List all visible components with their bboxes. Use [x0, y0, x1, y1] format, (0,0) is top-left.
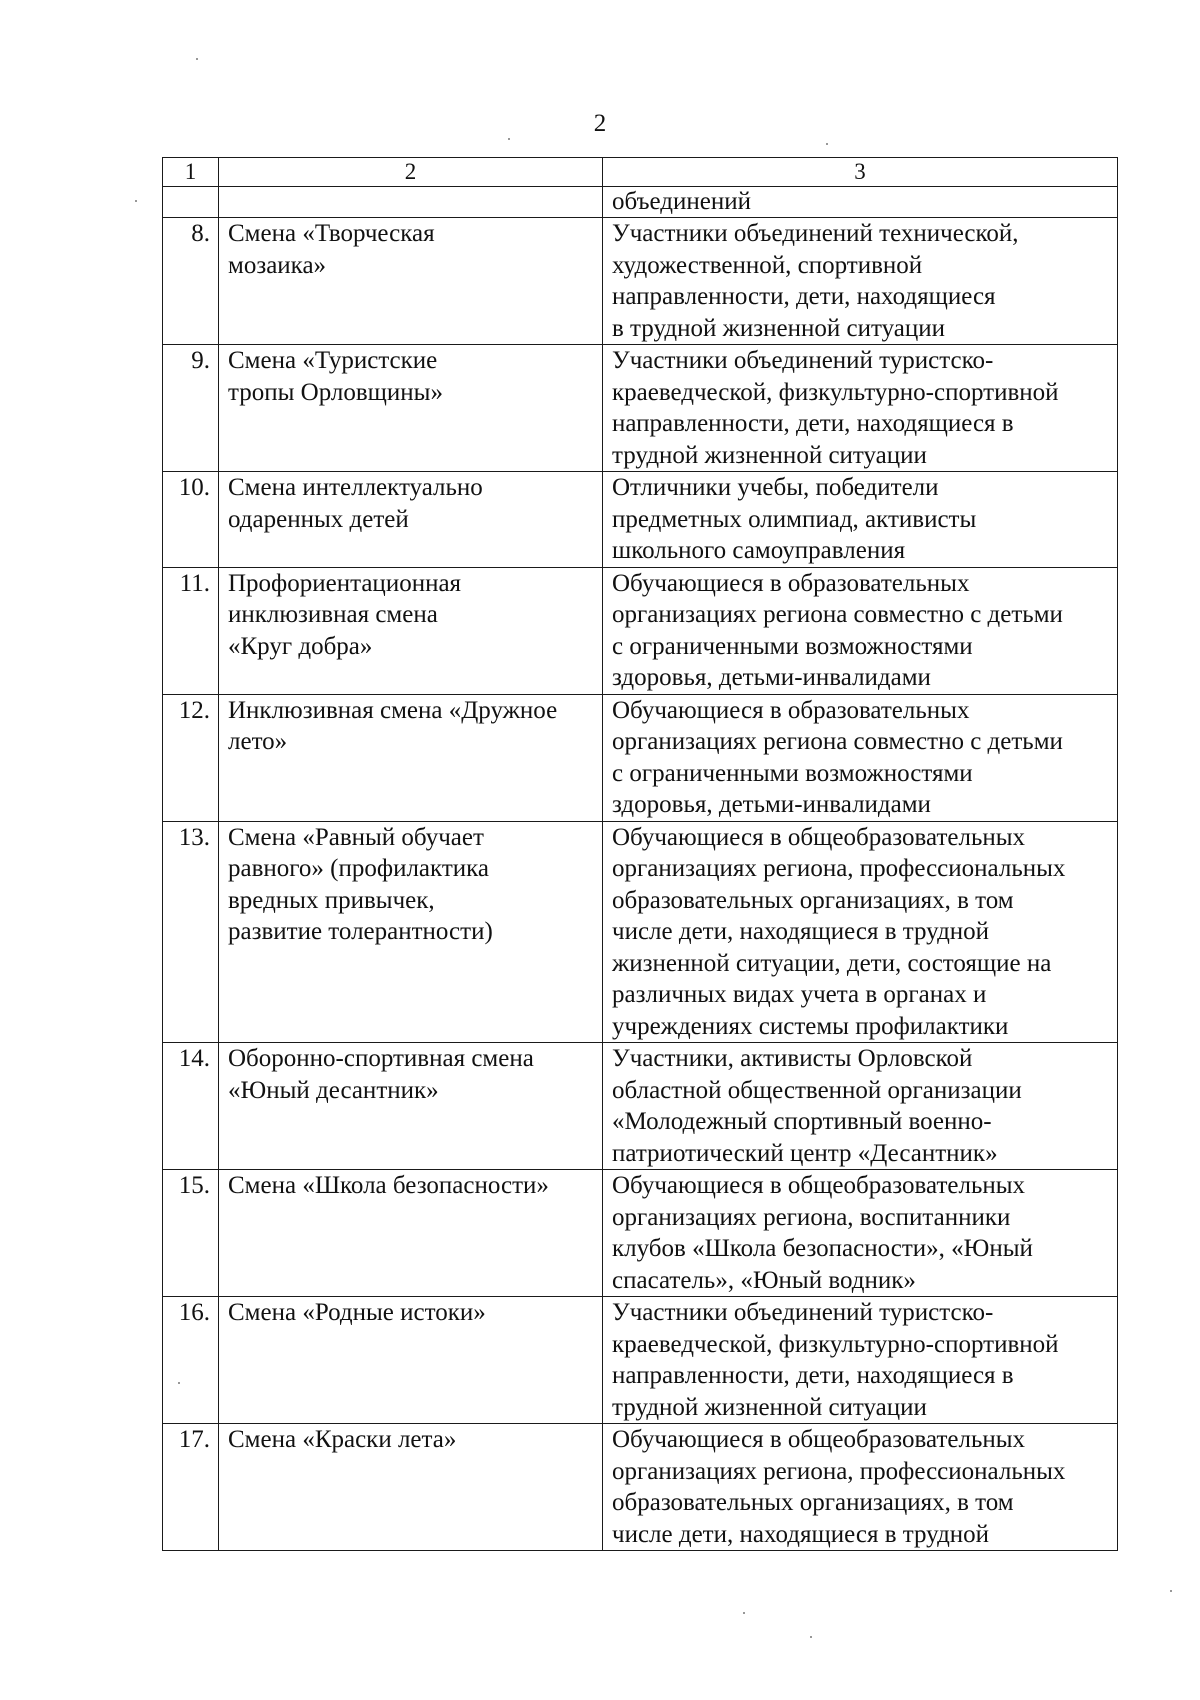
cell-text-line: с ограниченными возможностями — [612, 759, 973, 787]
row-number-cell: 8. — [163, 218, 219, 345]
cell-text-line: Обучающиеся в общеобразовательных — [612, 1172, 1026, 1199]
cell-text-line: «Круг добра» — [228, 632, 373, 660]
participants-cell — [603, 1424, 1118, 1551]
shift-name-cell — [219, 1424, 603, 1551]
cell-text-line: инклюзивная смена — [228, 601, 438, 628]
cell-text-line: «Молодежный спортивный военно- — [612, 1108, 992, 1135]
cell-text-line: предметных олимпиад, активисты — [612, 505, 977, 533]
cell-text-line: организациях региона, профессиональных — [612, 1457, 1066, 1485]
cell-text-line: Отличники учебы, победители — [612, 474, 939, 501]
cell-text-line: числе дети, находящиеся в трудной — [612, 918, 990, 945]
shift-name-cell — [219, 218, 603, 345]
cell-text-line: организациях региона совместно с детьми — [612, 728, 1063, 755]
participants-cell — [603, 345, 1118, 472]
shift-name-cell — [219, 1297, 603, 1424]
cell-text-line: Смена «Родные истоки» — [228, 1299, 486, 1326]
cell-text-line: развитие толерантности) — [228, 918, 493, 945]
participants-cell — [603, 1043, 1118, 1170]
cell-text-line: Смена интеллектуально — [228, 474, 483, 501]
cell-text-line: Смена «Краски лета» — [228, 1426, 457, 1453]
cell-text-line: организациях региона, профессиональных — [612, 855, 1066, 882]
cell-text-line: объединений — [612, 188, 752, 215]
shift-name-cell — [219, 345, 603, 472]
cell-text-line: Обучающиеся в образовательных — [612, 569, 970, 597]
page-number: 2 — [593, 110, 607, 137]
cell-text-line: Участники объединений туристско- — [612, 347, 994, 374]
table-row — [163, 218, 1118, 345]
cell-text-line: направленности, дети, находящиеся в — [612, 410, 1014, 437]
cell-text-line: «Юный десантник» — [228, 1076, 439, 1104]
cell-text-line: Участники объединений технической, — [612, 220, 1019, 247]
participants-cell — [603, 472, 1118, 568]
scan-speck — [810, 1636, 812, 1638]
shift-name-cell — [219, 694, 603, 821]
cell-text-line: школьного самоуправления — [612, 537, 906, 564]
participants-cell — [603, 218, 1118, 345]
cell-text-line: трудной жизненной ситуации — [612, 441, 927, 469]
shift-name-cell — [219, 567, 603, 694]
cell-text-line: Смена «Равный обучает — [228, 823, 484, 851]
cell-text-line: образовательных организациях, в том — [612, 886, 1014, 914]
cell-text-line: краеведческой, физкультурно-спортивной — [612, 1330, 1059, 1358]
cell-text-line: Обучающиеся в общеобразовательных — [612, 1426, 1026, 1453]
table-row — [163, 1043, 1118, 1170]
table-row — [163, 472, 1118, 568]
cell-text-line: здоровья, детьми-инвалидами — [612, 791, 931, 818]
scan-speck — [743, 1612, 745, 1614]
participants-cell — [603, 1297, 1118, 1424]
row-number-cell: 15. — [163, 1170, 219, 1297]
cell-text-line: Участники объединений туристско- — [612, 1299, 994, 1326]
cell-text-line: спасатель», «Юный водник» — [612, 1266, 916, 1294]
cell-text-line: художественной, спортивной — [612, 251, 923, 279]
row-number-cell — [163, 187, 219, 218]
participants-cell — [603, 694, 1118, 821]
scan-speck — [178, 1382, 180, 1384]
row-number-cell: 13. — [163, 821, 219, 1043]
continuation-row — [163, 187, 1118, 218]
scan-speck — [196, 58, 198, 60]
row-number-cell: 17. — [163, 1424, 219, 1551]
cell-text-line: одаренных детей — [228, 505, 409, 533]
cell-text-line: мозаика» — [228, 251, 327, 279]
shift-name-cell — [219, 472, 603, 568]
row-number-cell: 14. — [163, 1043, 219, 1170]
shift-name-cell — [219, 821, 603, 1043]
camp-shifts-table — [162, 157, 1118, 1551]
cell-text-line: Обучающиеся в общеобразовательных — [612, 823, 1026, 851]
cell-text-line: в трудной жизненной ситуации — [612, 314, 945, 342]
table-row — [163, 1297, 1118, 1424]
cell-text-line: тропы Орловщины» — [228, 378, 443, 406]
cell-text-line: различных видах учета в органах и — [612, 981, 987, 1008]
cell-text-line: учреждениях системы профилактики — [612, 1012, 1009, 1040]
document-table-container — [162, 157, 1117, 1551]
cell-text-line: Обучающиеся в образовательных — [612, 696, 970, 724]
table-row — [163, 1424, 1118, 1551]
cell-text-line: жизненной ситуации, дети, состоящие на — [612, 949, 1052, 977]
cell-text-line: областной общественной организации — [612, 1076, 1022, 1104]
cell-text-line: направленности, дети, находящиеся — [612, 283, 996, 310]
cell-text-line: клубов «Школа безопасности», «Юный — [612, 1235, 1033, 1262]
scan-speck — [1170, 1590, 1172, 1592]
cell-text-line: Смена «Туристские — [228, 347, 438, 374]
row-number-cell: 11. — [163, 567, 219, 694]
cell-text-line: трудной жизненной ситуации — [612, 1393, 927, 1421]
cell-text-line: Профориентационная — [228, 569, 462, 597]
participants-cell — [603, 567, 1118, 694]
row-number-cell: 9. — [163, 345, 219, 472]
participants-cell — [603, 187, 1118, 218]
cell-text-line: организациях региона, воспитанники — [612, 1203, 1011, 1231]
shift-name-cell — [219, 1043, 603, 1170]
scan-speck — [826, 143, 828, 145]
shift-name-cell — [219, 187, 603, 218]
row-number-cell: 10. — [163, 472, 219, 568]
cell-text-line: Оборонно-спортивная смена — [228, 1045, 534, 1072]
cell-text-line: патриотический центр «Десантник» — [612, 1139, 998, 1167]
cell-text-line: направленности, дети, находящиеся в — [612, 1362, 1014, 1389]
row-number-cell: 12. — [163, 694, 219, 821]
scan-speck — [135, 200, 137, 202]
table-row — [163, 694, 1118, 821]
scan-speck — [508, 138, 510, 140]
participants-cell — [603, 1170, 1118, 1297]
shift-name-cell — [219, 1170, 603, 1297]
cell-text-line: Инклюзивная смена «Дружное — [228, 696, 558, 724]
cell-text-line: образовательных организациях, в том — [612, 1489, 1014, 1516]
column-number-2: 2 — [219, 158, 603, 187]
cell-text-line: равного» (профилактика — [228, 855, 489, 882]
cell-text-line: Смена «Творческая — [228, 220, 435, 247]
column-number-1: 1 — [163, 158, 219, 187]
table-body — [163, 158, 1118, 1551]
cell-text-line: Смена «Школа безопасности» — [228, 1172, 549, 1199]
cell-text-line: числе дети, находящиеся в трудной — [612, 1520, 990, 1548]
column-number-row — [163, 158, 1118, 187]
row-number-cell: 16. — [163, 1297, 219, 1424]
table-row — [163, 345, 1118, 472]
participants-cell — [603, 821, 1118, 1043]
cell-text-line: здоровья, детьми-инвалидами — [612, 664, 931, 691]
cell-text-line: вредных привычек, — [228, 886, 435, 914]
cell-text-line: Участники, активисты Орловской — [612, 1045, 973, 1072]
table-row — [163, 567, 1118, 694]
cell-text-line: организациях региона совместно с детьми — [612, 601, 1063, 628]
cell-text-line: с ограниченными возможностями — [612, 632, 973, 660]
table-row — [163, 1170, 1118, 1297]
column-number-3: 3 — [603, 158, 1118, 187]
cell-text-line: краеведческой, физкультурно-спортивной — [612, 378, 1059, 406]
cell-text-line: лето» — [228, 728, 288, 755]
table-row — [163, 821, 1118, 1043]
